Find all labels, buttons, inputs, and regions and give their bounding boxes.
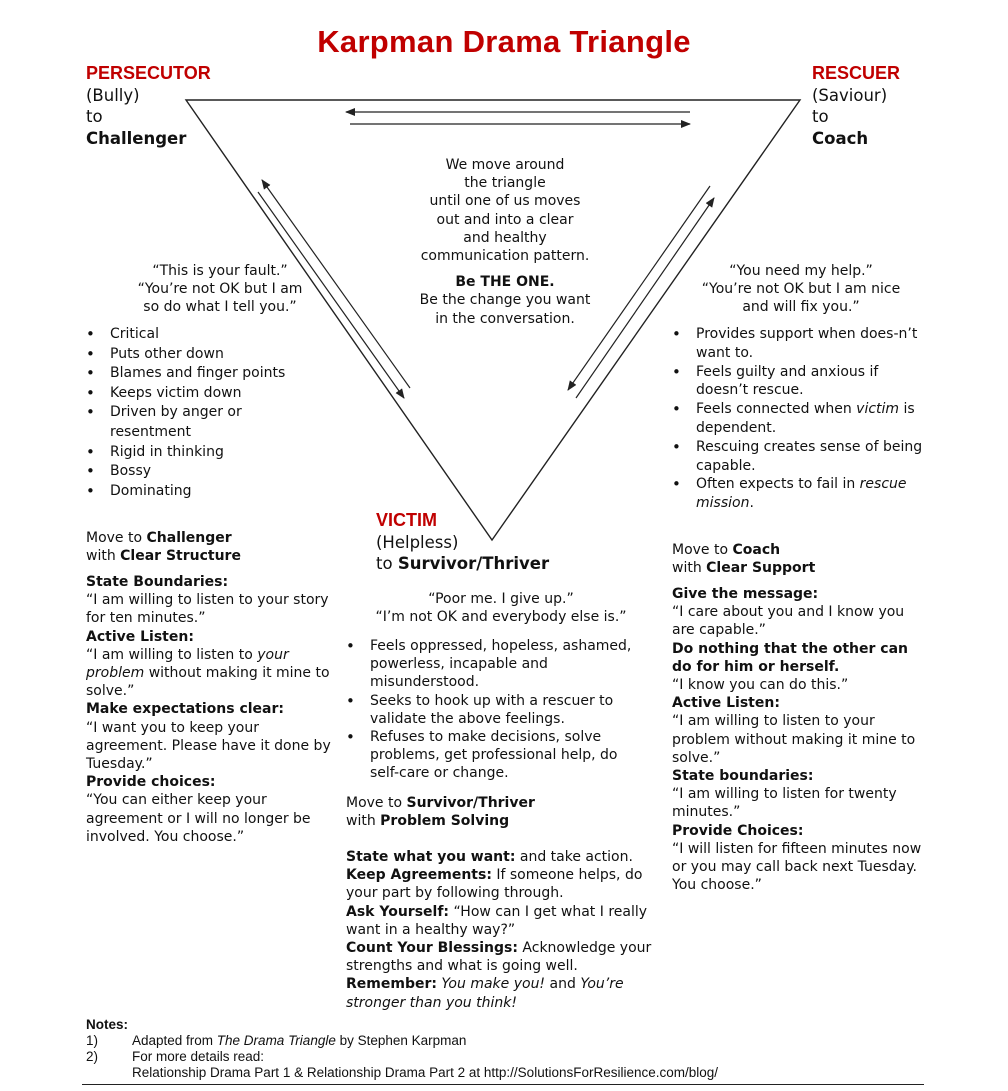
- trait-item: • Puts other down: [86, 345, 296, 365]
- note-text: Adapted from: [132, 1033, 217, 1048]
- note-item: [86, 1049, 946, 1065]
- quote-line: and will fix you.”: [742, 299, 860, 316]
- advice-heading: Do nothing that the other can do for him or herself.: [672, 640, 908, 675]
- victim-quote: [346, 590, 656, 626]
- advice-emphasis: You’re stronger than you think!: [346, 976, 624, 1011]
- victim-alias: (Helpless): [376, 532, 459, 552]
- quote-line: “This is your fault.”: [152, 263, 288, 279]
- note-book-title: The Drama Triangle: [216, 1033, 336, 1048]
- center-line: communication pattern.: [420, 248, 590, 265]
- advice-text: “I know you can do this.”: [672, 677, 849, 694]
- note-item: [86, 1033, 946, 1049]
- rescuer-alias: (Saviour): [812, 85, 888, 105]
- move-text: with: [86, 548, 121, 565]
- quote-line: “You’re not OK but I am nice: [701, 281, 901, 298]
- advice-emphasis: your problem: [86, 646, 289, 682]
- quote-line: “You’re not OK but I am: [137, 281, 303, 298]
- advice-text: “I am willing to listen to your story for ten minutes.”: [86, 592, 329, 627]
- move-line: [86, 529, 241, 547]
- move-line: [672, 559, 815, 577]
- move-line: [672, 541, 815, 559]
- advice-heading: Active Listen:: [672, 695, 780, 712]
- persecutor-goal: Challenger: [86, 128, 187, 148]
- center-line: Be the change you want: [419, 292, 591, 309]
- advice-text: and take action.: [515, 849, 633, 865]
- center-line: out and into a clear: [436, 211, 574, 228]
- victim-move: [346, 794, 535, 830]
- rescuer-quote: [676, 262, 926, 317]
- trait-item: • Blames and finger points: [86, 364, 296, 384]
- move-text: Move to: [86, 530, 147, 546]
- advice-heading: Keep Agreements:: [346, 867, 492, 884]
- footer-divider: [82, 1084, 924, 1085]
- advice-heading: Provide choices:: [86, 774, 216, 791]
- center-bold-line: Be THE ONE.: [455, 274, 555, 291]
- move-line: [86, 547, 241, 565]
- rescuer-advice: [672, 585, 928, 894]
- victim-goal: Survivor/Thriver: [397, 554, 550, 573]
- trait-item: • Rescuing creates sense of being capable.: [672, 438, 928, 476]
- note-number: 1): [86, 1033, 99, 1048]
- persecutor-alias: (Bully): [86, 85, 140, 105]
- advice-heading: Count Your Blessings:: [346, 940, 518, 957]
- advice-item: [346, 939, 652, 975]
- trait-item: • Feels oppressed, hopeless, ashamed, powerless, incapable and misunderstood.: [346, 637, 646, 692]
- advice-heading: Make expectations clear:: [86, 701, 284, 718]
- trait-emphasis: victim: [856, 401, 900, 418]
- move-target: Survivor/Thriver: [406, 795, 535, 811]
- move-line: [346, 794, 535, 812]
- advice-heading: Give the message:: [672, 586, 819, 602]
- note-text: by Stephen Karpman: [335, 1033, 467, 1048]
- notes-label: Notes:: [86, 1017, 129, 1032]
- move-method: Problem Solving: [380, 813, 510, 830]
- trait-fragment: Often expects to fail in: [696, 476, 860, 493]
- trait-emphasis: rescue mission: [696, 476, 907, 512]
- trait-item: • Rigid in thinking: [86, 443, 296, 463]
- advice-fragment: without making it mine to solve.”: [86, 665, 330, 700]
- rescuer-traits: [672, 325, 928, 513]
- advice-text: “I am willing to listen for twenty minutes.”: [672, 786, 897, 821]
- advice-heading: Ask Yourself:: [346, 903, 450, 920]
- advice-emphasis: You make you!: [441, 976, 546, 993]
- trait-fragment: is dependent.: [696, 401, 915, 436]
- advice-text: [86, 646, 336, 701]
- advice-text: “How can I get what I really want in a healthy way?”: [346, 903, 648, 938]
- victim-advice: [346, 848, 652, 1012]
- rescuer-role: [812, 63, 900, 149]
- persecutor-role: [86, 63, 211, 149]
- trait-item: • Driven by anger or resentment: [86, 403, 296, 442]
- advice-heading: State what you want:: [346, 849, 516, 865]
- quote-line: “Poor me. I give up.”: [428, 591, 574, 607]
- move-target: Challenger: [146, 530, 232, 546]
- advice-text: and: [545, 976, 581, 993]
- advice-text: Acknowledge your strengths and what is going well.: [346, 940, 652, 975]
- advice-text: “I am willing to listen to your problem without making it mine to solve.”: [672, 713, 916, 766]
- move-line: [346, 812, 535, 830]
- rescuer-goal: Coach: [812, 128, 869, 148]
- trait-fragment: .: [749, 495, 754, 512]
- center-line: in the conversation.: [435, 310, 575, 327]
- advice-text: If someone helps, do your part by following through.: [346, 867, 643, 902]
- persecutor-advice: [86, 573, 336, 846]
- persecutor-quote: [100, 262, 340, 317]
- move-target: Coach: [732, 542, 781, 558]
- rescuer-name: RESCUER: [812, 63, 901, 83]
- note-text: For more details read:: [132, 1049, 265, 1064]
- trait-item: • Refuses to make decisions, solve problems, get professional help, do self-care or change.: [346, 728, 646, 783]
- advice-heading: Active Listen:: [86, 628, 194, 645]
- center-message: [380, 156, 630, 328]
- move-text: with: [672, 560, 707, 577]
- trait-item: • Dominating: [86, 482, 296, 502]
- advice-item: [346, 903, 652, 939]
- advice-text: “I will listen for fifteen minutes now or you may call back next Tuesday. You choose.”: [672, 840, 922, 894]
- center-line: and healthy: [463, 229, 547, 246]
- rescuer-move: [672, 541, 815, 577]
- center-line: until one of us moves: [429, 193, 581, 210]
- center-line: the triangle: [464, 175, 546, 192]
- persecutor-name: PERSECUTOR: [86, 63, 211, 83]
- advice-text: “I care about you and I know you are capable.”: [672, 604, 905, 639]
- note-reference-link[interactable]: Relationship Drama Part 1 & Relationship Drama Part 2 at http://SolutionsForResilience.com/blog/: [132, 1065, 719, 1080]
- move-method: Clear Structure: [120, 548, 241, 565]
- trait-item: • Provides support when does-n’t want to.: [672, 325, 928, 363]
- persecutor-traits: [86, 325, 296, 501]
- move-text: with: [346, 813, 381, 830]
- trait-item: • Seeks to hook up with a rescuer to validate the above feelings.: [346, 692, 646, 728]
- advice-heading: Provide Choices:: [672, 822, 804, 839]
- move-text: Move to: [346, 795, 407, 811]
- advice-heading: Remember:: [346, 976, 437, 993]
- trait-item: • Keeps victim down: [86, 384, 296, 404]
- quote-line: “You need my help.”: [729, 263, 873, 279]
- advice-heading: State boundaries:: [672, 768, 814, 785]
- notes-section: [86, 1017, 946, 1081]
- victim-goal-line: [376, 553, 549, 575]
- quote-line: so do what I tell you.”: [143, 299, 297, 316]
- victim-to: to: [376, 554, 398, 573]
- advice-heading: State Boundaries:: [86, 574, 229, 590]
- trait-item: [672, 400, 928, 438]
- move-text: Move to: [672, 542, 733, 558]
- victim-name: VICTIM: [376, 510, 437, 530]
- persecutor-to: to: [86, 107, 103, 126]
- advice-text: “You can either keep your agreement or I will no longer be involved. You choose.”: [86, 792, 311, 845]
- victim-traits: [346, 637, 646, 783]
- advice-item: [346, 848, 652, 866]
- victim-role: [376, 510, 549, 575]
- quote-line: “I’m not OK and everybody else is.”: [375, 609, 627, 626]
- trait-item: • Bossy: [86, 462, 296, 482]
- move-method: Clear Support: [706, 560, 816, 577]
- advice-item: [346, 866, 652, 902]
- trait-item: [672, 475, 928, 513]
- advice-text: “I want you to keep your agreement. Please have it done by Tuesday.”: [86, 719, 331, 773]
- trait-fragment: Feels connected when: [696, 401, 857, 418]
- center-line: We move around: [445, 157, 565, 173]
- trait-item: • Feels guilty and anxious if doesn’t rescue.: [672, 363, 928, 401]
- page-title: Karpman Drama Triangle: [317, 24, 691, 59]
- note-number: 2): [86, 1049, 99, 1064]
- advice-item: [346, 975, 652, 1011]
- rescuer-to: to: [812, 107, 829, 126]
- advice-fragment: “I am willing to listen to: [86, 646, 258, 663]
- persecutor-move: [86, 529, 241, 565]
- trait-item: • Critical: [86, 325, 296, 345]
